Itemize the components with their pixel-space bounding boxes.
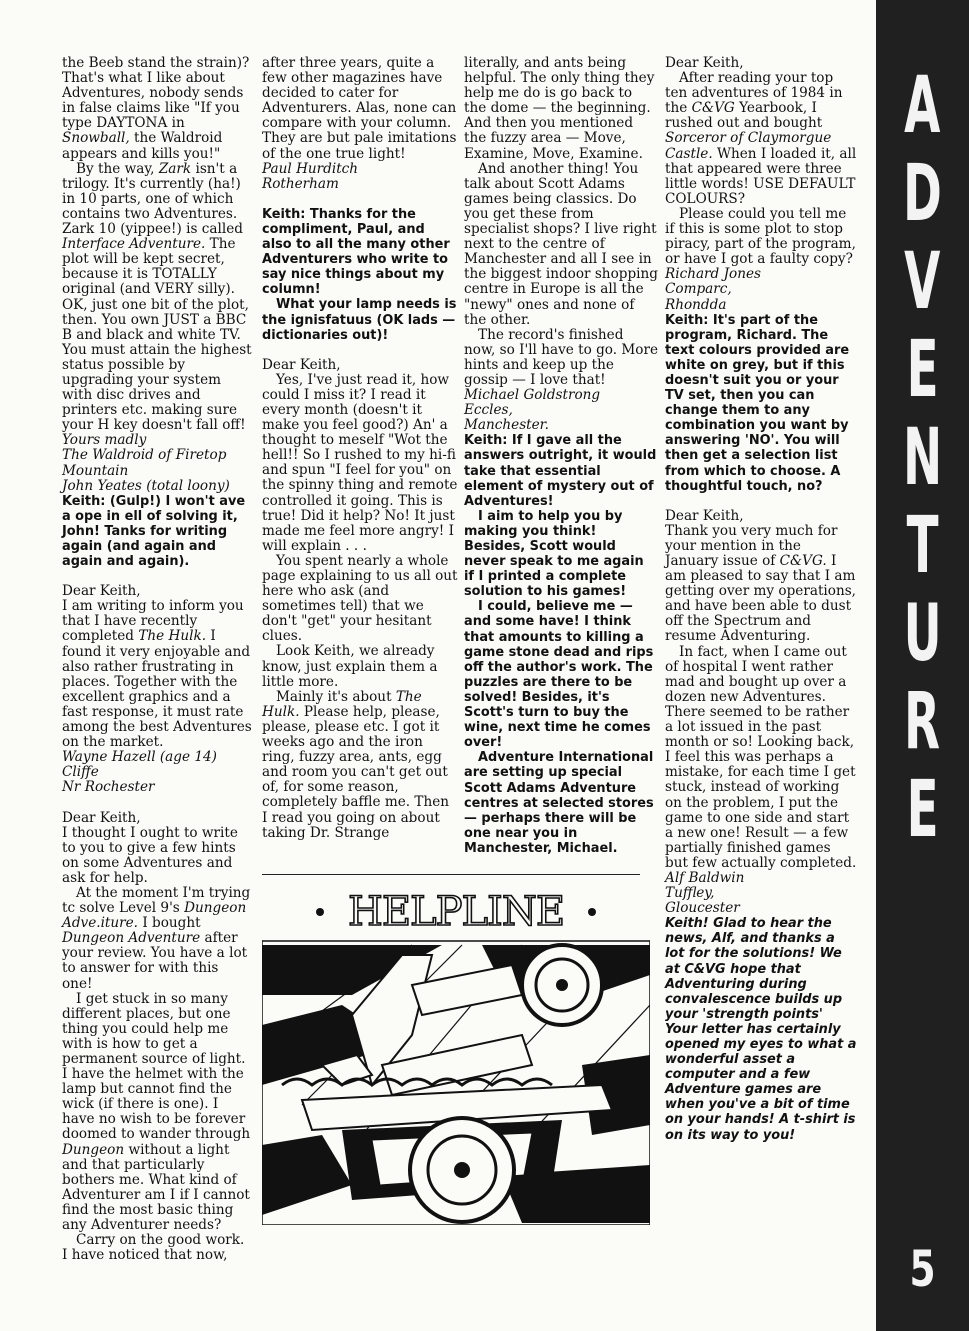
- signature: Rhondda: [665, 296, 727, 313]
- letter-text: You spent nearly a whole page explaining to us all out here who ask (and sometimes tell) that we don't "get" your hesitant clues.: [262, 552, 458, 645]
- signature: Eccles,: [464, 402, 513, 419]
- bullet-dot: [316, 908, 324, 916]
- letter-text: after three years, quite a few other magazines have decided to cater for Adventurers. Alas, none can compare with your column. They are but pale imitations of the one true light!: [262, 55, 457, 162]
- title-letter: E: [906, 325, 939, 415]
- column-3: [464, 56, 658, 856]
- signature: Gloucester: [665, 900, 740, 917]
- letter-text: After reading your top ten adventures of 1984 in the C&VG Yearbook, I rushed out and bought Sorceror of Claymorgue Castle. When I loaded it, all that appeared were three little words! USE DEFAULT COLOURS?: [665, 70, 857, 207]
- letter-text: I get stuck in so many different places, but one thing you could help me with is how to get a permanent source of light. I have the helmet with the lamp but cannot find the wick (if there is one). I have no wish to be forever doomed to wander through Dungeon without a light and that particularly bothers me. What kind of Adventurer am I if I cannot find the most basic thing any Adventurer needs?: [62, 990, 251, 1234]
- letter-text: I am writing to inform you that I have recently completed The Hulk. I found it very enjoyable and also rather frustrating in places. Together with the excellent graphics and a fast response, it must rate among the best Adventures on the market.: [62, 598, 252, 751]
- editor-reply: Keith: (Gulp!) I won't ave a ope in ell of solving it, John! Tanks for writing again (and again and again and again).: [62, 493, 246, 570]
- editor-reply: Keith: If I gave all the answers outright, it would take that essential element of mystery out of Adventures!: [464, 433, 657, 509]
- biplane-drawing: [262, 941, 650, 1225]
- letter-text: Thank you very much for your mention in the January issue of C&VG. I am pleased to say that I am getting over my operations, and have been able to dust off the Spectrum and resume Adventuring.: [665, 522, 856, 645]
- signature: Comparc,: [665, 281, 732, 298]
- letter-text: And another thing! You talk about Scott Adams games being classics. Do you get these from specialist shops? I live right next to the centre of Manchester and all I see in the biggest indoor shopping centre in Europe is all the "newy" ones and none of the other.: [464, 160, 658, 328]
- letter-text: Carry on the good work. I have noticed that now,: [62, 1232, 245, 1264]
- editor-reply: Keith! Glad to hear the news, Alf, and thanks a lot for the solutions! We at C&VG hope that Adventuring during convalescence builds up your 'strength points' Your letter has certainly opened my eyes to what a wonderful asset a computer and a few Adventure games are when you've a bit of time on your hands! A t-shirt is on its way to you!: [665, 916, 857, 1143]
- letter-text: the Beeb stand the strain)? That's what I like about Adventures, nobody sends in false claims like "If you type DAYTONA in Snowball, the Waldroid appears and kills you!": [62, 55, 250, 162]
- letter-text: At the moment I'm trying tc solve Level 9's Dungeon Adve.iture. I bought Dungeon Adventure after your review. You have a lot to answer for with this one!: [62, 884, 251, 992]
- section-title: [876, 62, 969, 854]
- bullet-dot: [588, 908, 596, 916]
- greeting: Dear Keith,: [665, 55, 744, 71]
- section-sidebar: [876, 0, 969, 1331]
- letter-text: Please could you tell me if this is some plot to stop piracy, part of the program, or have I got a faulty copy?: [665, 205, 856, 268]
- editor-reply: What your lamp needs is the ignisfatuus (OK lads — dictionaries out)!: [262, 297, 457, 343]
- signature: Alf Baldwin: [665, 869, 745, 886]
- helpline-illustration: [262, 885, 650, 1225]
- title-letter: U: [903, 589, 942, 679]
- title-letter: V: [904, 237, 941, 327]
- letter-text: In fact, when I came out of hospital I went rather mad and bought up over a dozen new Adventures. There seemed to be rather a lot issued in the past month or so! Looking back, I feel this was perhaps a mistake, for each time I get stuck, instead of working on the problem, I put the game to one side and start a new one! Result — a few partially finished games but few actually completed.: [665, 643, 857, 871]
- title-letter: A: [904, 61, 941, 151]
- title-letter: T: [906, 501, 939, 591]
- letter-text: I thought I ought to write to you to give a few hints on some Adventures and ask for help.: [62, 824, 238, 886]
- letter-text: The record's finished now, so I'll have to go. More hints and keep up the gossip — I love that!: [464, 326, 659, 388]
- column-1: [62, 56, 252, 1263]
- greeting: Dear Keith,: [62, 809, 141, 826]
- editor-reply: Keith: Thanks for the compliment, Paul, and also to all the many other Adventurers who write to say nice things about my column!: [262, 206, 450, 298]
- greeting: Dear Keith,: [62, 583, 141, 600]
- title-letter: R: [904, 677, 941, 767]
- signature: Manchester.: [464, 417, 550, 434]
- signature: Paul Hurditch: [262, 160, 359, 177]
- letter-text: literally, and ants being helpful. The only thing they help me do is go back to the dome — the beginning. And then you mentioned the fuzzy area — Move, Examine, Move, Examine.: [464, 55, 655, 162]
- page-number: 5: [909, 1240, 936, 1298]
- letter-text: By the way, Zark isn't a trilogy. It's currently (ha!) in 10 parts, one of which contains two Adventures. Zark 10 (yippee!) is called Interface Adventure. The plot will be kept secret, because it is TOTALLY original (and VERY silly). OK, just one bit of the plot, then. You own JUST a BBC B and black and white TV. You must attain the highest status possible by upgrading your system with disc drives and printers etc. making sure your H key doesn't fall off!: [62, 160, 252, 434]
- signature: Nr Rochester: [62, 779, 155, 796]
- editor-reply: I could, believe me — and some have! I think that amounts to killing a game stone dead and rips off the author's work. The puzzles are there to be solved! Besides, it's Scott's turn to buy the wine, next time he comes over!: [464, 599, 654, 751]
- title-letter: D: [903, 149, 942, 239]
- signature: Yours madly: [62, 432, 147, 449]
- column-4: [665, 56, 857, 1143]
- title-letter: E: [906, 765, 939, 855]
- editor-reply: Adventure International are setting up special Scott Adams Adventure centres at selected stores — perhaps there will be one near you in Manchester, Michael.: [464, 750, 654, 856]
- signature: Michael Goldstrong: [464, 387, 601, 404]
- signature: Cliffe: [62, 764, 99, 781]
- signature: The Waldroid of Firetop Mountain: [62, 447, 227, 479]
- greeting: Dear Keith,: [262, 356, 341, 373]
- signature: Tuffley,: [665, 885, 715, 902]
- divider: [262, 874, 640, 875]
- greeting: Dear Keith,: [665, 507, 744, 524]
- editor-reply: Keith: It's part of the program, Richard. The text colours provided are white on grey, but if this doesn't suit you or your TV set, then you can change them to any combination you want by answering 'NO'. You will then get a selection list from which to choose. A thoughtful touch, no?: [665, 312, 850, 494]
- signature: Wayne Hazell (age 14): [62, 749, 217, 766]
- letter-text: Look Keith, we already know, just explain them a little more.: [262, 643, 438, 690]
- signature: Rotherham: [262, 175, 339, 192]
- editor-reply: I aim to help you by making you think! Besides, Scott would never speak to me again if I printed a complete solution to his games!: [464, 508, 644, 600]
- title-letter: N: [902, 413, 943, 503]
- letter-text: Yes, I've just read it, how could I miss it? I read it every month (doesn't it make you feel good?) An' a thought to meself "Wot the hell!! So I rushed to my hi-fi and spun "I feel for you" on the spinny thing and remote controlled it going. This is true! Did it help? No! It just made me feel more angry! I will explain . . .: [262, 371, 458, 554]
- column-2: [262, 56, 458, 841]
- signature: Richard Jones: [665, 266, 761, 283]
- signature: John Yeates (total loony): [62, 477, 230, 494]
- helpline-title: HELPLINE: [347, 889, 565, 935]
- letter-text: Mainly it's about The Hulk. Please help, please, please, please etc. I got it weeks ago and the iron ring, fuzzy area, ants, egg and room you can't get out of, for some reason, completely baffle me. Then I read you going on about taking Dr. Strange: [262, 688, 450, 841]
